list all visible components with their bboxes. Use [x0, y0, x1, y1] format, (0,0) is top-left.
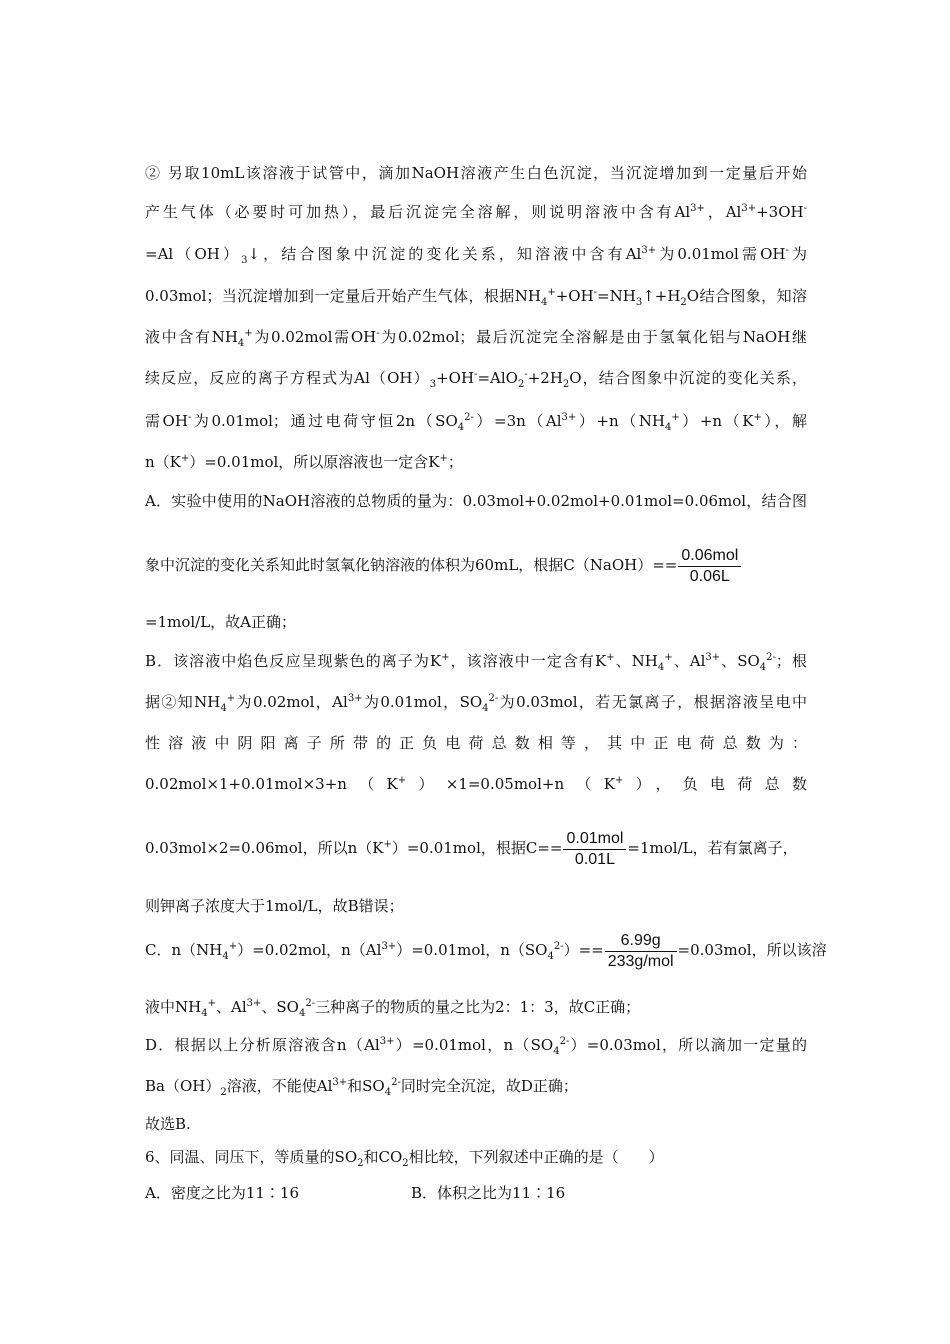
fraction: $\frac{6.99g}{\text{233g/mol}}$ — [605, 931, 677, 972]
option-d-line: D．根据以上分析原溶液含$n(Al^{3+})=0.01mol$，$n(SO_4^{2-})=0.03mol$，所以滴加一定量的 — [145, 1036, 807, 1057]
text-line: 液中$NH_4^+$、$Al^{3+}$、$SO_4^{2-}$三种离子的物质的量之比为2：1：3，故C正确； — [145, 998, 641, 1019]
answer-line: 故选B. — [145, 1115, 191, 1133]
text-line: n（K+）=0.01mol，所以原溶液也一定含K+； — [145, 453, 463, 471]
text-line: =1mol/L，故A正确； — [145, 613, 297, 631]
option-a-formula-line: 象中沉淀的变化关系知此时氢氧化钠溶液的体积为60mL，根据C（NaOH）== $\frac{\text{0.06mol}}{0.06L}$ — [145, 545, 807, 585]
text-line: 性溶液中阴阳离子所带的正负电荷总数相等，其中正电荷总数为： — [145, 734, 807, 752]
text-line: 则钾离子浓度大于1mol/L，故B错误； — [145, 897, 404, 915]
option-b-formula-line: 0.03mol×2=0.06mol，所以n（K+）=0.01mol，根据C== $\frac{\text{0.01mol}}{0.01L}$ =1mol/L，若有氯离子， — [145, 829, 798, 868]
text-line: ② 另取10mL该溶液于试管中，滴加NaOH溶液产生白色沉淀，当沉淀增加到一定量后开始 — [145, 164, 807, 182]
text-line: 据②知$NH_4^+$为0.02mol，$Al^{3+}$为0.01mol，$SO_4^{2-}$为0.03mol，若无氯离子，根据溶液呈电中 — [145, 693, 807, 714]
option-b-line: B．该溶液中焰色反应呈现紫色的离子为K+，该溶液中一定含有K+、$NH_4^+$、$Al^{3+}$、$SO_4^{2-}$；根 — [145, 652, 807, 673]
fraction: $\frac{\text{0.06mol}}{0.06L}$ — [678, 546, 741, 587]
text-line: 产生气体（必要时可加热），最后沉淀完全溶解，则说明溶液中含有$Al^{3+}$，$Al^{3+}+3OH^-$ — [145, 203, 807, 221]
option-a: A．密度之比为11∶16 — [145, 1184, 300, 1202]
question-6-stem: 6、同温、同压下，等质量的$SO_2$和$CO_2$相比较，下列叙述中正确的是（ ） — [145, 1148, 664, 1169]
option-b: B．体积之比为11∶16 — [411, 1184, 566, 1202]
text-line: 续反应，反应的离子方程式为$Al(OH)_3+OH^-=AlO_2^-+2H_2O$，结合图象中沉淀的变化关系， — [145, 369, 807, 390]
text-line: 0.03mol；当沉淀增加到一定量后开始产生气体，根据$NH_4^++OH^-=NH_3↑+H_2O$结合图象，知溶 — [145, 287, 807, 308]
option-c-formula-line: C．$n(NH_4^+)=0.02mol$，$n(Al^{3+})=0.01mol$，$n(SO_4^{2-})==$ $\frac{6.99g}{\text{233g/mol}}$ =0.03mol，所以该溶 — [145, 931, 827, 970]
text-line: 液中含有$NH_4^+$为0.02mol需OH-为0.02mol；最后沉淀完全溶解是由于氢氧化铝与NaOH继 — [145, 328, 807, 349]
fraction: $\frac{\text{0.01mol}}{0.01L}$ — [563, 829, 626, 870]
option-a-line: A．实验中使用的NaOH溶液的总物质的量为：0.03mol+0.02mol+0.01mol=0.06mol，结合图 — [145, 492, 807, 510]
text-line: 0.02mol×1+0.01mol×3+n（K+）×1=0.05mol+n（K+），负电荷总数 — [145, 775, 807, 793]
text-line: $Ba(OH)_2$溶液，不能使$Al^{3+}$和$SO_4^{2-}$同时完全沉淀，故D正确； — [145, 1077, 578, 1098]
text-line: $=Al(OH)_3↓$，结合图象中沉淀的变化关系，知溶液中含有$Al^{3+}$为0.01mol需OH-为 — [145, 245, 807, 266]
text-line: 需OH-为0.01mol；通过电荷守恒$2n(SO_4^{2-})=3n(Al^{3+})+n(NH_4^+)+n(K^+)$，解 — [145, 412, 807, 433]
question-6-options — [145, 1182, 807, 1204]
